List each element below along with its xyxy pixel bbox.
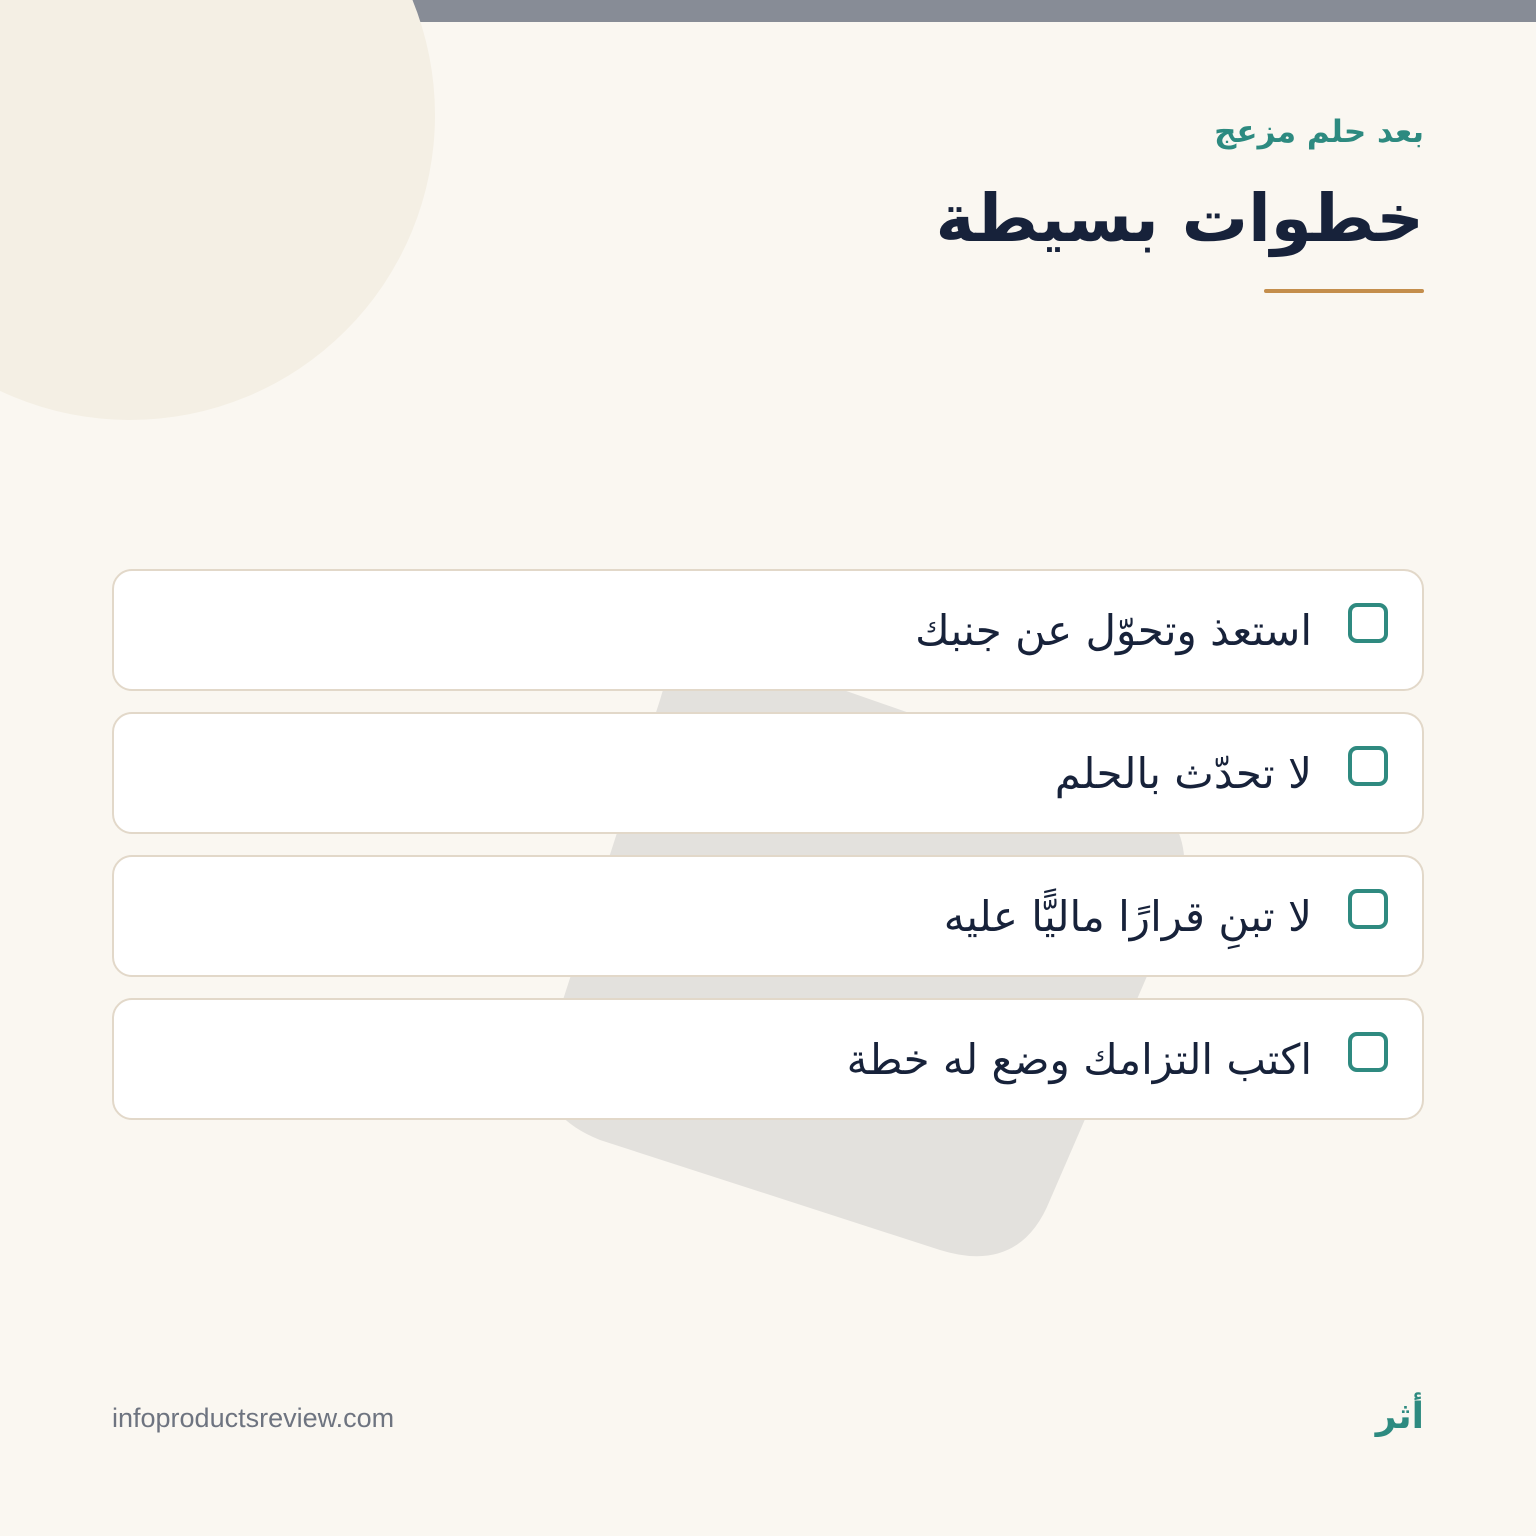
checkbox[interactable]	[1348, 746, 1388, 786]
checklist-item[interactable]	[112, 855, 1424, 977]
checklist-item[interactable]	[112, 569, 1424, 691]
footer-url: infoproductsreview.com	[112, 1403, 395, 1433]
checklist-item[interactable]	[112, 998, 1424, 1120]
checkbox[interactable]	[1348, 889, 1388, 929]
checkbox[interactable]	[1348, 1032, 1388, 1072]
page-title: خطوات بسيطة	[935, 180, 1424, 257]
subtitle: بعد حلم مزعج	[1214, 114, 1424, 150]
checklist-item-label: لا تحدّث بالحلم	[1054, 749, 1312, 798]
header	[524, 110, 1424, 264]
checklist-item-label: اكتب التزامك وضع له خطة	[846, 1035, 1312, 1084]
checklist-item-label: استعذ وتحوّل عن جنبك	[915, 606, 1312, 655]
checkbox[interactable]	[1348, 603, 1388, 643]
checklist	[112, 569, 1424, 1141]
checklist-item[interactable]	[112, 712, 1424, 834]
title-divider	[1264, 289, 1424, 293]
brand-logo: أثر	[1375, 1396, 1424, 1437]
checklist-item-label: لا تبنِ قرارًا ماليًّا عليه	[943, 892, 1312, 941]
